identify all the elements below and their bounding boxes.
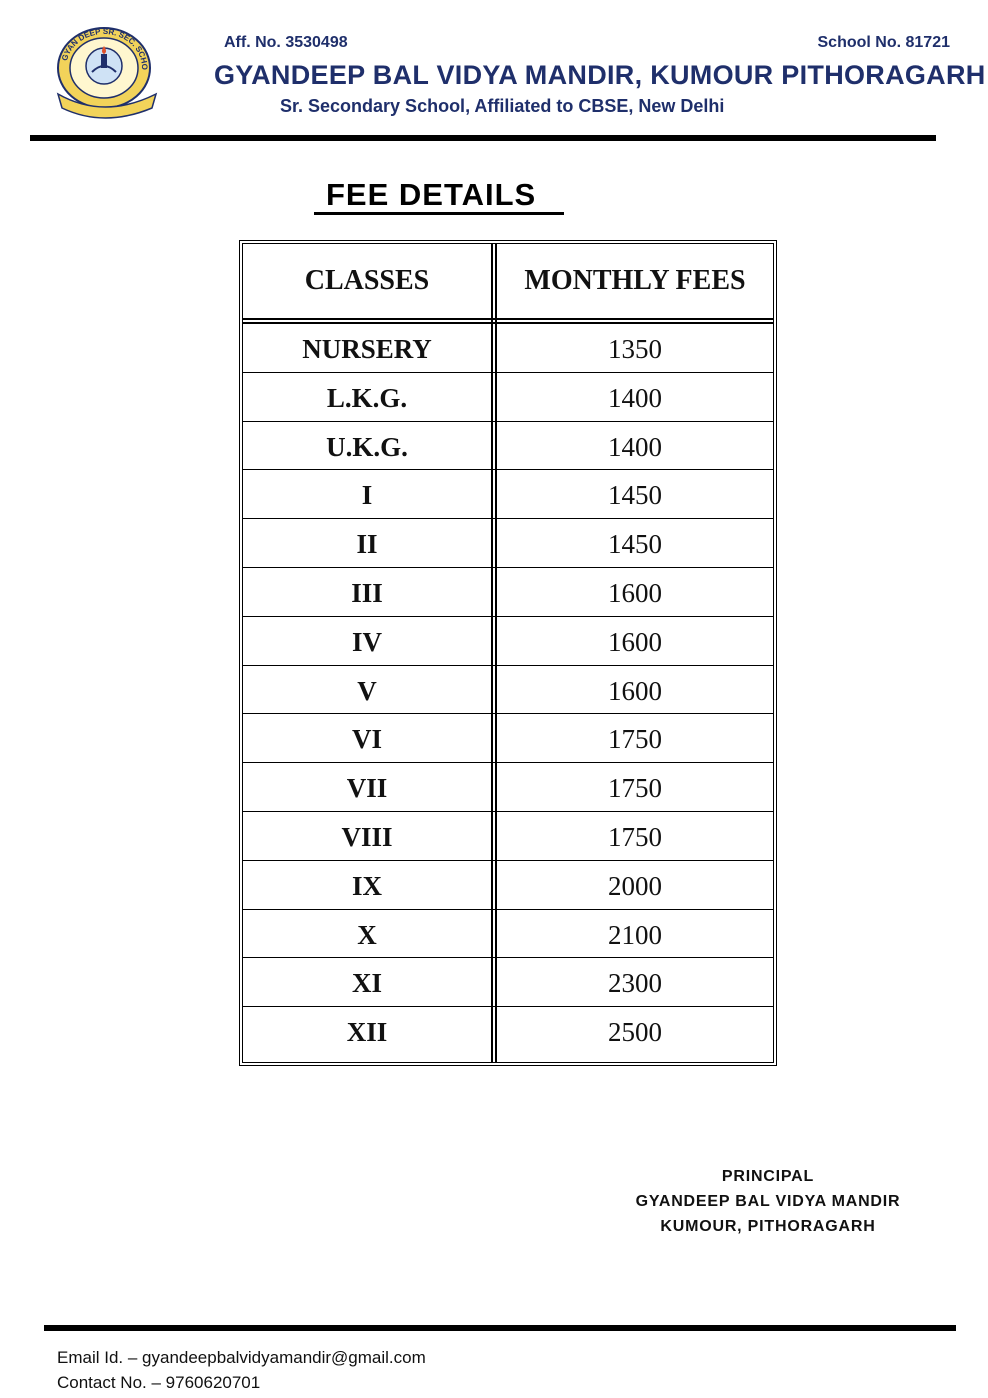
class-cell: X (357, 919, 377, 950)
class-cell: III (351, 577, 383, 608)
class-cell: II (356, 529, 378, 560)
footer (57, 1345, 426, 1395)
class-cell: U.K.G. (326, 431, 408, 462)
column-header-monthly-fees: MONTHLY FEES (524, 265, 746, 296)
class-cell: XII (346, 1017, 388, 1048)
footer-contact: Contact No. – 9760620701 (57, 1373, 261, 1392)
class-cell: VII (346, 773, 388, 804)
class-cell: IX (351, 870, 382, 901)
table-row (243, 763, 773, 812)
fee-cell: 1600 (608, 626, 662, 657)
table-row (243, 422, 773, 471)
fee-cell: 1750 (608, 773, 662, 804)
school-subtitle: Sr. Secondary School, Affiliated to CBSE, New Delhi (280, 96, 725, 116)
school-number: School No. 81721 (817, 34, 950, 51)
fee-cell: 2500 (608, 1017, 662, 1048)
fee-cell: 1400 (608, 431, 662, 462)
header-divider (30, 135, 936, 141)
school-name: GYANDEEP BAL VIDYA MANDIR, KUMOUR PITHORAGARH (214, 60, 986, 90)
fee-cell: 2100 (608, 919, 662, 950)
signature-location: KUMOUR, PITHORAGARH (660, 1218, 876, 1235)
table-row (243, 958, 773, 1007)
class-cell: V (357, 675, 377, 706)
fee-table-body (243, 324, 773, 1056)
fee-cell: 1450 (608, 529, 662, 560)
table-row (243, 470, 773, 519)
table-row (243, 910, 773, 959)
fee-cell: 1750 (608, 821, 662, 852)
class-cell: VIII (341, 821, 393, 852)
class-cell: IV (351, 626, 382, 657)
fee-cell: 1350 (608, 334, 662, 364)
fee-cell: 1450 (608, 480, 662, 511)
table-row (243, 812, 773, 861)
class-cell: I (361, 480, 373, 511)
class-cell: L.K.G. (326, 382, 408, 413)
table-row (243, 1007, 773, 1056)
affiliation-number: Aff. No. 3530498 (224, 34, 348, 51)
fee-table (239, 240, 777, 1066)
table-row (243, 617, 773, 666)
column-header-classes: CLASSES (304, 265, 430, 296)
table-row (243, 861, 773, 910)
table-row (243, 568, 773, 617)
signature-title: PRINCIPAL (721, 1168, 815, 1185)
fee-cell: 1400 (608, 382, 662, 413)
svg-text:GYAN DEEP SR. SEC. SCHOOL: GYAN DEEP SR. SEC. SCHO (59, 26, 150, 71)
table-row (243, 519, 773, 568)
class-cell: NURSERY (302, 334, 432, 364)
page-title: FEE DETAILS (314, 178, 564, 215)
signature-school: GYANDEEP BAL VIDYA MANDIR (635, 1193, 901, 1210)
class-cell: XI (351, 968, 382, 999)
signature-block (600, 1164, 936, 1239)
table-row (243, 666, 773, 715)
fee-cell: 2000 (608, 870, 662, 901)
fee-cell: 1600 (608, 577, 662, 608)
table-row (243, 324, 773, 373)
table-row (243, 714, 773, 763)
class-cell: VI (351, 724, 382, 755)
fee-cell: 1600 (608, 675, 662, 706)
table-row (243, 373, 773, 422)
fee-cell: 2300 (608, 968, 662, 999)
school-logo (52, 24, 162, 120)
footer-email: Email Id. – gyandeepbalvidyamandir@gmail.com (57, 1348, 426, 1367)
fee-cell: 1750 (608, 724, 662, 755)
footer-divider (44, 1325, 956, 1331)
